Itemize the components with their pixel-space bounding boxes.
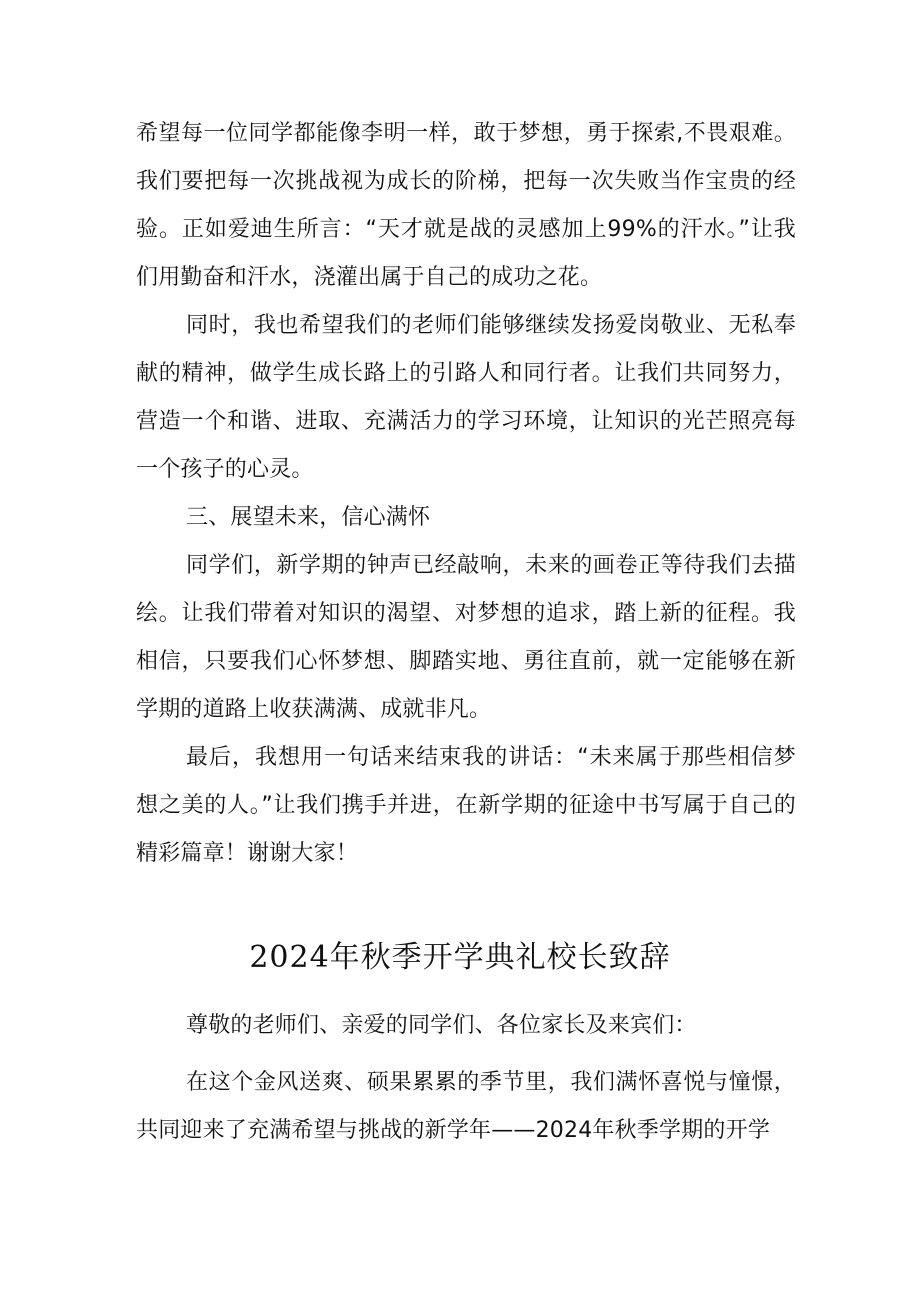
- greeting: 尊敬的老师们、亲爱的同学们、各位家长及来宾们：: [186, 1013, 697, 1038]
- section-heading: 三、展望未来，信心满怀: [186, 505, 431, 530]
- paragraph-closing: 最后，我想用一句话来结束我的讲话：“未来属于那些相信梦想之美的人。”让我们携手并进，在新学期的征途中书写属于自己的精彩篇章！谢谢大家！: [136, 745, 796, 866]
- paragraph-opening: 在这个金风送爽、硕果累累的季节里，我们满怀喜悦与憧憬，共同迎来了充满希望与挑战的新学年——2024年秋季学期的开学: [136, 1070, 796, 1143]
- paragraph-continuation: 希望每一位同学都能像李明一样，敢于梦想，勇于探索,不畏艰难。我们要把每一次挑战视为成长的阶梯，把每一次失败当作宝贵的经验。正如爱迪生所言：“天才就是战的灵感加上99%的汗水。”让我们用勤奋和汗水，浇灌出属于自己的成功之花。: [136, 121, 796, 290]
- paragraph-future: 同学们，新学期的钟声已经敲响，未来的画卷正等待我们去描绘。让我们带着对知识的渴望、对梦想的追求，踏上新的征程。我相信，只要我们心怀梦想、脚踏实地、勇往直前，就一定能够在新学期的道路上收获满满、成就非凡。: [136, 553, 796, 722]
- speech-title: 2024年秋季开学典礼校长致辞: [249, 940, 671, 975]
- paragraph-teachers: 同时，我也希望我们的老师们能够继续发扬爱岗敬业、无私奉献的精神，做学生成长路上的引路人和同行者。让我们共同努力，营造一个和谐、进取、充满活力的学习环境，让知识的光芒照亮每一个孩子的心灵。: [136, 313, 796, 482]
